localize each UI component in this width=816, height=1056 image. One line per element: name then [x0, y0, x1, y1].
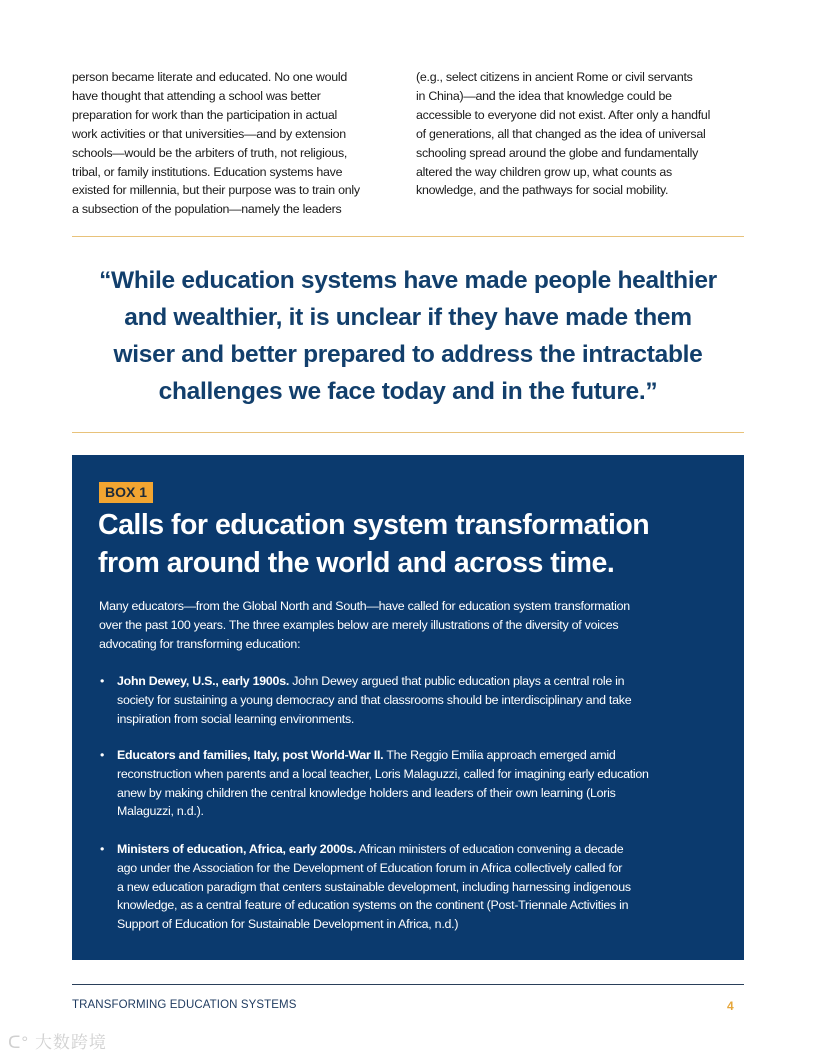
- text-line: schools—would be the arbiters of truth, not religious,: [72, 145, 348, 160]
- text-line: a subsection of the population—namely the leaders: [72, 202, 342, 217]
- bullet-line: [117, 840, 631, 859]
- intro-line: Many educators—from the Global North and South—have called for education system transformation: [99, 599, 630, 613]
- divider-top: [72, 236, 744, 237]
- bullet-line: reconstruction when parents and a local teacher, Loris Malaguzzi, called for imagining early education: [117, 766, 649, 781]
- bullet-line: a new education paradigm that centers sustainable development, including harnessing indigenous: [117, 879, 631, 894]
- text-line: preparation for work than the participation in actual: [72, 107, 338, 122]
- title-line: Calls for education system transformation: [98, 509, 650, 541]
- text-line: knowledge, and the pathways for social mobility.: [416, 183, 669, 198]
- text-line: person became literate and educated. No one would: [72, 70, 347, 84]
- bullet-item: [100, 840, 631, 934]
- bullet-line: anew by making children the central knowledge holders and leaders of their own learning (Loris: [117, 785, 616, 800]
- bullet-line: Malaguzzi, n.d.).: [117, 804, 204, 819]
- bullet-item: [100, 746, 649, 821]
- bullet-lead: Educators and families, Italy, post World-War II.: [117, 748, 384, 762]
- quote-line: wiser and better prepared to address the intractable: [113, 341, 703, 368]
- text-line: schooling spread around the globe and fundamentally: [416, 145, 699, 160]
- pull-quote: [72, 262, 744, 410]
- bullet-lead: John Dewey, U.S., early 1900s.: [117, 674, 290, 688]
- bullet-text: African ministers of education convening a decade: [356, 842, 624, 856]
- bullet-icon: •: [100, 748, 105, 762]
- bullet-line: [117, 672, 631, 691]
- bullet-icon: •: [100, 674, 105, 688]
- bullet-line: knowledge, as a central feature of education systems on the continent (Post-Triennale Activities in: [117, 898, 629, 913]
- quote-line: “While education systems have made people healthier: [99, 267, 717, 294]
- quote-line: and wealthier, it is unclear if they have made them: [124, 304, 692, 331]
- intro-line: over the past 100 years. The three examples below are merely illustrations of the diversity of voices: [99, 617, 619, 632]
- box-intro: [99, 597, 630, 653]
- text-line: existed for millennia, but their purpose was to train only: [72, 183, 360, 198]
- bullet-text: The Reggio Emilia approach emerged amid: [383, 748, 616, 762]
- text-line: of generations, all that changed as the idea of universal: [416, 126, 706, 141]
- quote-line: challenges we face today and in the future.”: [158, 378, 658, 405]
- bullet-text: John Dewey argued that public education plays a central role in: [289, 674, 625, 688]
- text-line: work activities or that universities—and by extension: [72, 126, 346, 141]
- footer-title: TRANSFORMING EDUCATION SYSTEMS: [72, 999, 297, 1011]
- bullet-line: ago under the Association for the Development of Education forum in Africa collectively called for: [117, 860, 623, 875]
- bullet-line: [117, 746, 649, 765]
- bullet-line: society for sustaining a young democracy and that classrooms should be interdisciplinary and take: [117, 692, 632, 707]
- divider-bottom: [72, 432, 744, 433]
- bullet-item: [100, 672, 632, 728]
- watermark-logo: ᑕ° 大数跨境: [8, 1033, 107, 1052]
- bullet-line: Support of Education for Sustainable Development in Africa, n.d.): [117, 917, 459, 932]
- box-tag: BOX 1: [99, 482, 153, 503]
- body-column-right: [416, 68, 710, 200]
- title-line: from around the world and across time.: [98, 547, 615, 579]
- intro-line: advocating for transforming education:: [99, 636, 301, 651]
- page-number: 4: [727, 999, 734, 1013]
- bullet-line: inspiration from social learning environments.: [117, 711, 355, 726]
- text-line: altered the way children grow up, what counts as: [416, 164, 672, 179]
- text-line: have thought that attending a school was better: [72, 88, 321, 103]
- footer-divider: [72, 984, 744, 985]
- bullet-lead: Ministers of education, Africa, early 2000s.: [117, 842, 357, 856]
- bullet-icon: •: [100, 842, 105, 856]
- box-1: [72, 455, 744, 960]
- box-title: [98, 506, 649, 582]
- text-line: tribal, or family institutions. Education systems have: [72, 164, 343, 179]
- text-line: in China)—and the idea that knowledge could be: [416, 88, 672, 103]
- text-line: accessible to everyone did not exist. After only a handful: [416, 107, 711, 122]
- text-line: (e.g., select citizens in ancient Rome or civil servants: [416, 70, 693, 84]
- body-column-left: [72, 68, 360, 219]
